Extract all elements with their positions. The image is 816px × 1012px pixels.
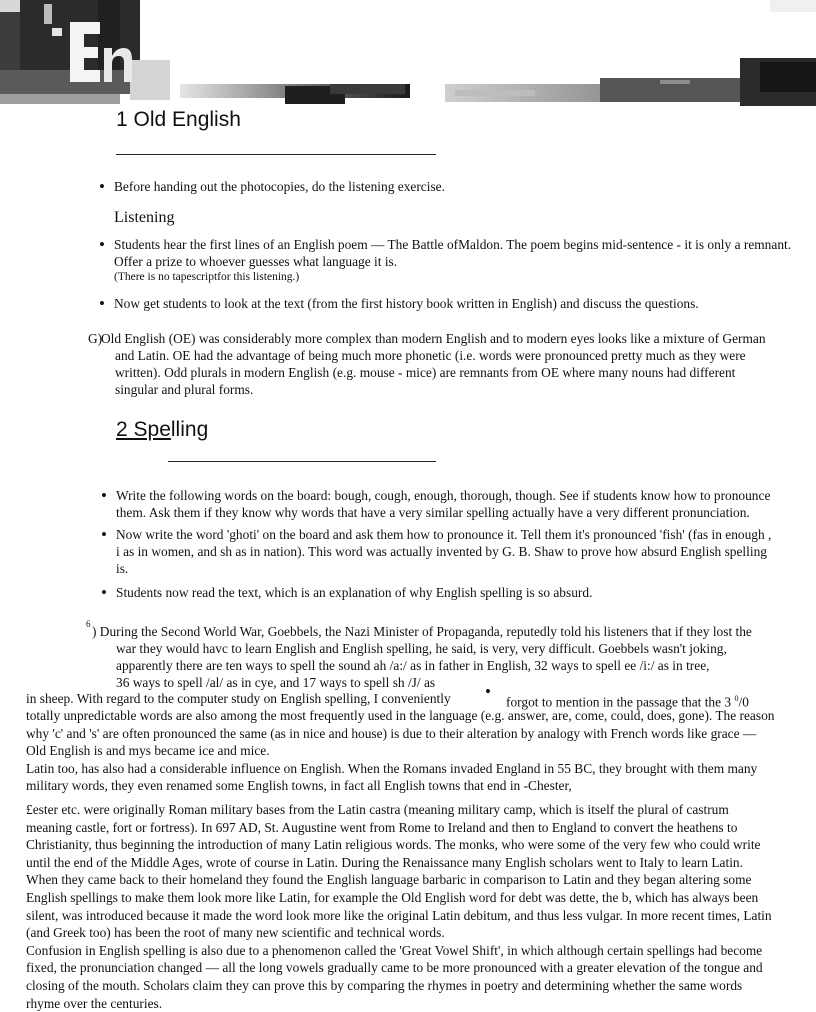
body-line: Latin too, has also had a considerable influence on English. When the Romans invaded England in 55 BC, they brought with them many (26, 760, 816, 778)
body-line: closing of the mouth. Scholars claim they can prove this by comparing the rhymes in poetry and determining whether the same words (26, 977, 816, 995)
body-line: English spellings to make them look more like Latin, for example the Old English word for debt was dette, the b, which has always been (26, 889, 816, 907)
s2-bullet2-line1: Now write the word 'ghoti' on the board and ask them how to pronounce it. Tell them it's pronounced 'fish' (fas in enough , (116, 526, 771, 544)
logo-letters (0, 0, 1, 1)
s1-bullet2-line1: Students hear the first lines of an English poem — The Battle ofMaldon. The poem begins mid-sentence - it is only a remnant. (114, 236, 791, 254)
body-line: until the end of the Middle Ages, wrote of course in Latin. During the Renaissance many English scholars went to Italy to learn Latin. (26, 854, 816, 872)
body-line: totally unpredictable words are also among the most frequently used in the language (e.g. answer, are, come, could, does, gone). The reason (26, 707, 816, 725)
body-line: Confusion in English spelling is also due to a phenomenon called the 'Great Vowel Shift', in which although certain spellings had become (26, 942, 816, 960)
section1-title: 1 Old English (116, 108, 241, 132)
bullet-dot: • (99, 236, 105, 253)
section2-title-rest: lling (171, 418, 208, 441)
s1-note: (There is no tapescriptfor this listening.) (114, 270, 299, 285)
bullet-dot: • (101, 526, 107, 543)
s2-answer-line: apparently there are ten ways to spell the sound ah /a:/ as in father in English, 32 ways to spell ee /i:/ as in tree, (116, 657, 709, 675)
body-line: military words, they even renamed some English towns, in fact all English towns that end in -Chester, (26, 777, 816, 795)
section2-title (116, 418, 208, 442)
s1-subheading: Listening (114, 209, 174, 227)
body-line: why 'c' and 's' are often pronounced the same (as in nice and house) is due to their alteration by analogy with French words like grace — (26, 725, 816, 743)
body-text (26, 707, 816, 1012)
s1-bullet3: Now get students to look at the text (from the first history book written in English) and discuss the questions. (114, 295, 699, 313)
sheep-line-left: in sheep. With regard to the computer study on English spelling, I conveniently (26, 690, 451, 708)
section2-rule (168, 461, 436, 462)
s1-answer-line3: written). Odd plurals in modern English (e.g. mouse - mice) are remnants from OE where many nouns had different (115, 364, 735, 382)
s1-answer-marker: G) (88, 330, 102, 348)
body-line: fixed, the pronunciation changed — all the long vowels gradually came to be more pronounced with a greater elevation of the tongue and (26, 959, 816, 977)
stray-bullet-dot: • (485, 683, 491, 700)
bullet-dot: • (101, 487, 107, 504)
header-graphic (0, 0, 816, 112)
section1-rule (116, 154, 436, 155)
s2-bullet1-line1: Write the following words on the board: bough, cough, enough, thorough, though. See if students know how to pronounce (116, 487, 770, 505)
header-band (0, 0, 816, 112)
s2-answer-marker: 6 (86, 619, 91, 629)
bullet-dot: • (99, 178, 105, 195)
sheep-line-right-a: forgot to mention in the passage that the 3 (506, 694, 734, 709)
s2-answer-line: war they would havc to learn English and English spelling, he said, is very, very difficult. Goebbels wasn't joking, (116, 640, 727, 658)
s1-bullet1: Before handing out the photocopies, do the listening exercise. (114, 178, 445, 196)
s2-bullet2-line3: is. (116, 560, 128, 578)
sheep-line-right-b: /0 (738, 694, 748, 709)
bullet-dot: • (101, 584, 107, 601)
body-line: When they came back to their homeland they found the English language barbaric in comparison to Latin and they began altering some (26, 871, 816, 889)
s1-answer-line4: singular and plural forms. (115, 381, 253, 399)
body-line: meaning castle, fort or fortress). In 697 AD, St. Augustine went from Rome to Ireland and then to England to convert the heathens to (26, 819, 816, 837)
body-line: Old English is and mys became ice and mice. (26, 742, 816, 760)
sheep-line-sup: 0 (734, 694, 738, 703)
s2-bullet3: Students now read the text, which is an explanation of why English spelling is so absurd. (116, 584, 592, 602)
s2-bullet1-line2: them. Ask them if they know why words that have a very similar spelling actually have a very different pronunciation. (116, 504, 750, 522)
body-line: £ester etc. were originally Roman military bases from the Latin castra (meaning military camp, which is itself the plural of castrum (26, 801, 816, 819)
s2-answer-line: ) During the Second World War, Goebbels, the Nazi Minister of Propaganda, reputedly told his listeners that if they lost the (92, 623, 752, 641)
body-line: Christianity, thus beginning the introduction of many Latin religious words. The monks, who were some of the very few who could write (26, 836, 816, 854)
s2-answer-line: 36 ways to spell /al/ as in cye, and 17 ways to spell sh /J/ as (116, 674, 435, 692)
body-line: (and Greek too) has been the root of many new scientific and technical words. (26, 924, 816, 942)
s1-answer-line2: and Latin. OE had the advantage of being much more phonetic (i.e. words were pronounced pretty much as they were (115, 347, 746, 365)
body-line: rhyme over the centuries. (26, 995, 816, 1012)
section2-title-underlined: 2 Spe (116, 418, 171, 441)
s2-bullet2-line2: i as in women, and sh as in nation). This word was actually invented by G. B. Shaw to prove how absurd English spelling (116, 543, 767, 561)
bullet-dot: • (99, 295, 105, 312)
s1-answer-line1: Old English (OE) was considerably more complex than modern English and to modern eyes looks like a mixture of German (101, 330, 766, 348)
body-line: silent, was introduced because it made the word look more like the original Latin debitum, and thus less vulgar. In more recent times, Latin (26, 907, 816, 925)
s1-bullet2-line2: Offer a prize to whoever guesses what language it is. (114, 253, 397, 271)
